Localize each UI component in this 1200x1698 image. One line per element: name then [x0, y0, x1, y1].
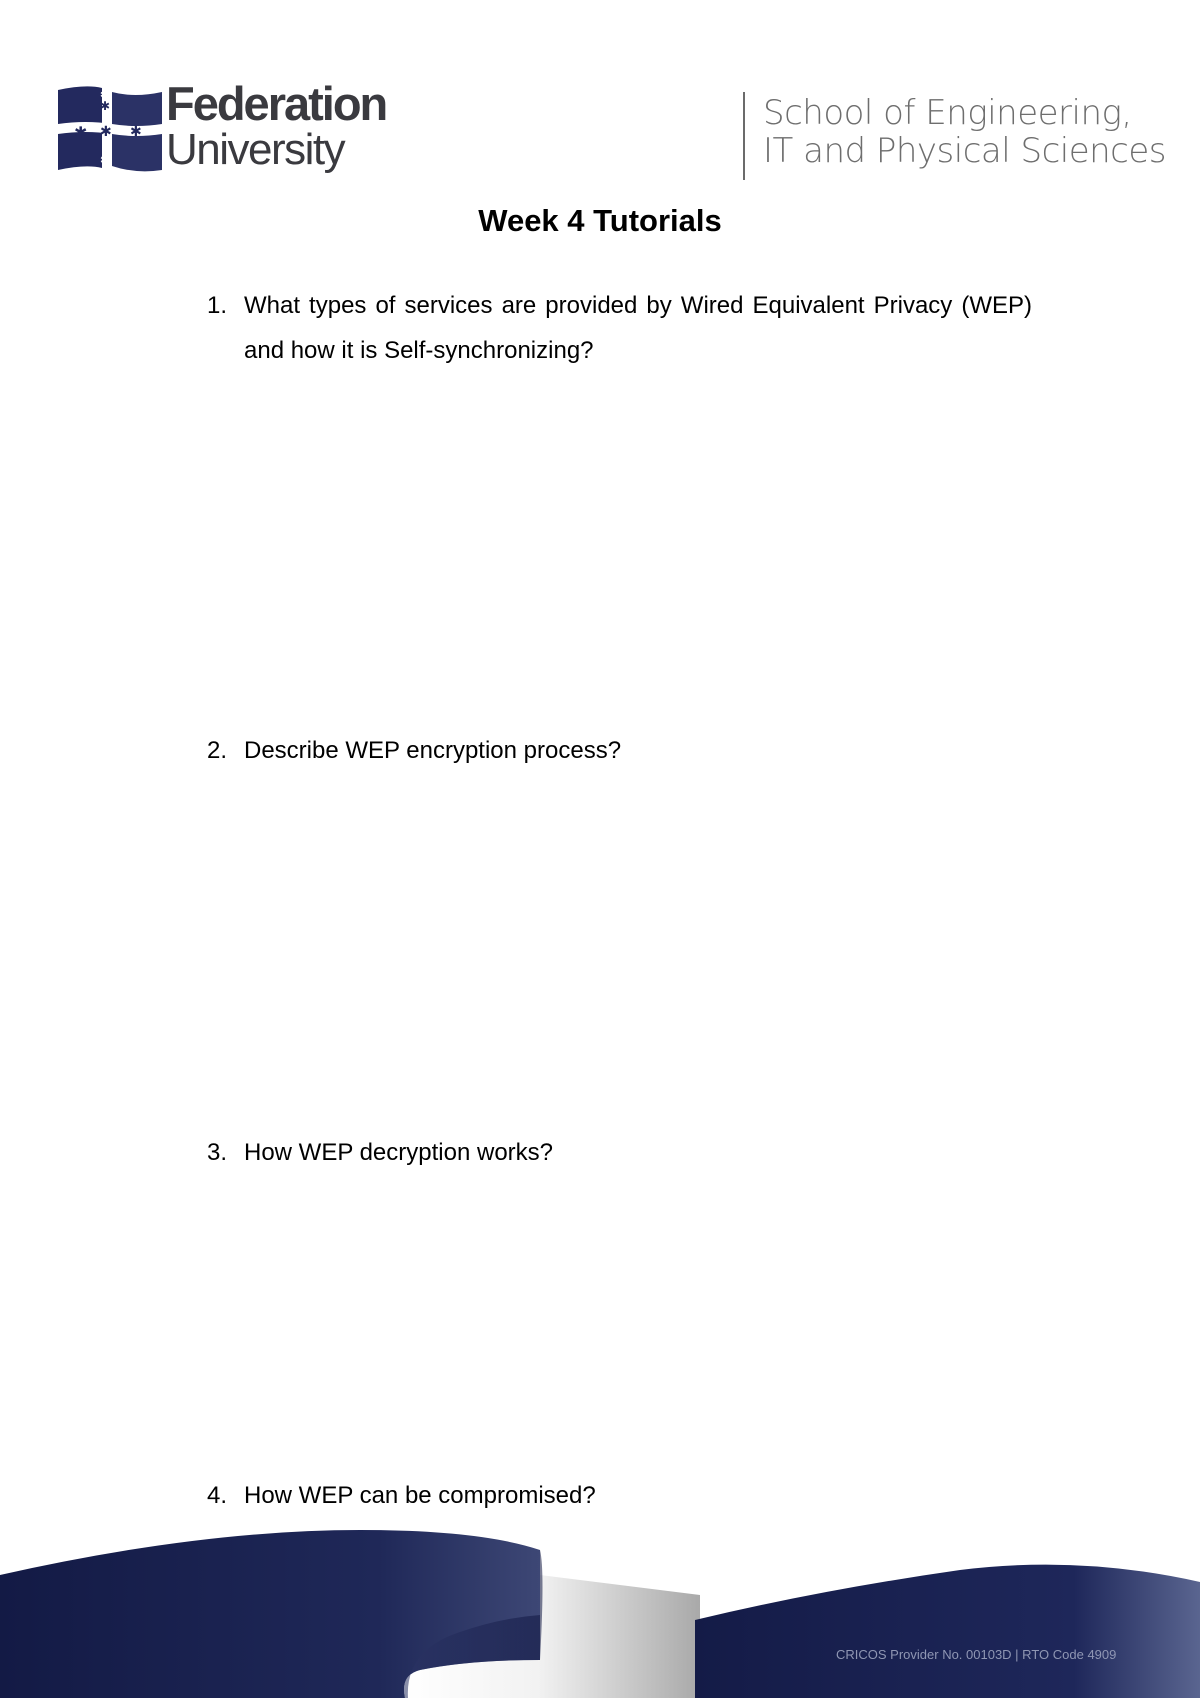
page-title: Week 4 Tutorials: [478, 203, 722, 238]
question-number: 1.: [207, 292, 228, 319]
svg-text:✱: ✱: [100, 90, 109, 101]
question-text: What types of services are provided by Wired Equivalent Privacy (WEP) and how it is Self-synchronizing?: [244, 292, 1032, 364]
page-header: [0, 0, 1200, 190]
question-number: 4.: [207, 1482, 228, 1509]
ribbon-graphic: [0, 1510, 1200, 1698]
cricos-notice: CRICOS Provider No. 00103D | RTO Code 4909: [836, 1647, 1117, 1662]
school-name: [763, 94, 1166, 170]
question-number: 3.: [207, 1139, 228, 1166]
question-item: [207, 1130, 1032, 1175]
footer-ribbon: [0, 1510, 1200, 1698]
logo-wordmark-university: University: [166, 125, 345, 174]
question-item: [207, 283, 1032, 373]
logo-wordmark-federation: Federation: [166, 77, 387, 130]
question-number: 2.: [207, 737, 228, 764]
svg-text:✱: ✱: [74, 123, 88, 142]
svg-text:✱: ✱: [100, 99, 111, 113]
question-item: [207, 728, 1032, 773]
school-name-line-2: IT and Physical Sciences: [763, 131, 1167, 171]
svg-text:✱: ✱: [130, 124, 142, 140]
question-text: Describe WEP encryption process?: [244, 737, 622, 764]
header-divider: [743, 92, 745, 180]
flag-icon: [56, 84, 164, 174]
question-text: How WEP can be compromised?: [244, 1482, 596, 1509]
question-text: How WEP decryption works?: [244, 1139, 553, 1166]
federation-university-logo: [56, 77, 416, 176]
svg-text:✱: ✱: [100, 153, 111, 167]
school-name-line-1: School of Engineering,: [763, 93, 1132, 133]
svg-text:✱: ✱: [100, 124, 112, 140]
